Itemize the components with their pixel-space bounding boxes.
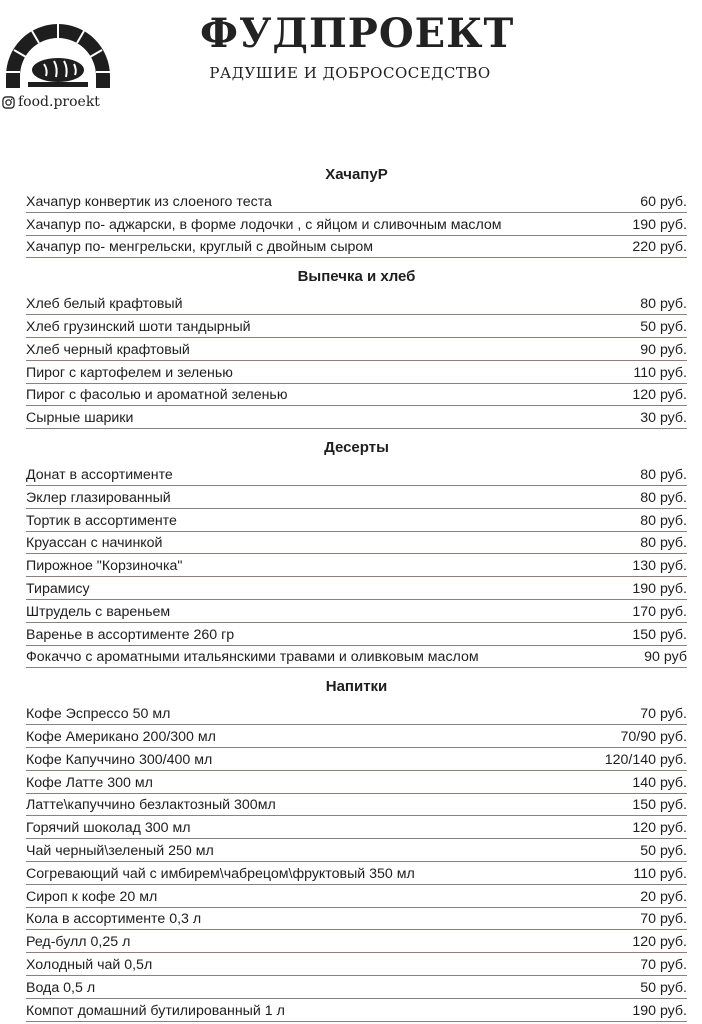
item-name: Тортик в ассортименте [26, 512, 177, 529]
item-price: 120/140 руб. [604, 751, 687, 768]
menu-item [26, 361, 687, 384]
item-price: 150 руб. [632, 626, 687, 643]
menu-item [26, 384, 687, 407]
menu-item [26, 702, 687, 725]
menu-item [26, 748, 687, 771]
item-name: Компот домашний бутилированный 1 л [26, 1002, 285, 1019]
bread-oven-logo [2, 20, 114, 90]
menu-section [26, 433, 687, 668]
menu-item [26, 577, 687, 600]
item-price: 90 руб. [640, 341, 687, 358]
item-name: Круассан с начинкой [26, 535, 163, 552]
item-price: 220 руб. [632, 239, 687, 256]
item-name: Донат в ассортименте [26, 466, 173, 483]
menu-item [26, 213, 687, 236]
item-name: Кофе Американо 200/300 мл [26, 728, 216, 745]
menu-item [26, 600, 687, 623]
item-price: 30 руб. [640, 410, 687, 427]
item-price: 80 руб. [640, 466, 687, 483]
item-price: 170 руб. [632, 603, 687, 620]
item-name: Вода 0,5 л [26, 979, 96, 996]
item-name: Хачапур по- аджарски, в форме лодочки , с яйцом и сливочным маслом [26, 216, 502, 233]
item-price: 110 руб. [633, 865, 687, 882]
item-name: Согревающий чай с имбирем\чабрецом\фруктовый 350 мл [26, 865, 415, 882]
instagram-handle[interactable] [2, 94, 100, 110]
item-price: 120 руб. [632, 387, 687, 404]
item-name: Пирожное "Корзиночка" [26, 558, 183, 575]
menu-item [26, 999, 687, 1022]
item-name: Кола в ассортименте 0,3 л [26, 911, 202, 928]
item-name: Варенье в ассортименте 260 гр [26, 626, 235, 643]
item-price: 80 руб. [640, 489, 687, 506]
menu-item [26, 338, 687, 361]
menu-item [26, 532, 687, 555]
item-price: 50 руб. [640, 318, 687, 335]
item-price: 110 руб. [633, 364, 687, 381]
menu-item [26, 315, 687, 338]
item-price: 70 руб. [640, 911, 687, 928]
item-name: Чай черный\зеленый 250 мл [26, 842, 214, 859]
item-name: Хачапур по- менгрельски, круглый с двойным сыром [26, 239, 374, 256]
item-price: 120 руб. [632, 820, 687, 837]
menu-item [26, 406, 687, 429]
item-name: Пирог с картофелем и зеленью [26, 364, 233, 381]
item-name: Холодный чай 0,5л [26, 956, 153, 973]
menu-item [26, 930, 687, 953]
menu-section [26, 160, 687, 258]
section-title: Выпечка и хлеб [297, 268, 416, 286]
item-name: Латте\капуччино безлактозный 300мл [26, 797, 276, 814]
item-price: 70/90 руб. [620, 728, 687, 745]
instagram-icon [2, 96, 15, 109]
menu-item [26, 646, 687, 669]
item-price: 60 руб. [640, 193, 687, 210]
menu-item [26, 554, 687, 577]
item-name: Фокаччо с ароматными итальянскими травами и оливковым маслом [26, 649, 479, 666]
item-name: Сырные шарики [26, 410, 134, 427]
brand-block [200, 8, 515, 84]
menu-item [26, 976, 687, 999]
menu-item [26, 794, 687, 817]
menu-item [26, 771, 687, 794]
item-name: Хачапур конвертик из слоеного теста [26, 193, 272, 210]
item-price: 90 руб [644, 649, 687, 666]
item-price: 50 руб. [640, 842, 687, 859]
item-price: 190 руб. [632, 216, 687, 233]
instagram-label: food.proekt [18, 94, 100, 110]
item-name: Штрудель с вареньем [26, 603, 171, 620]
item-price: 130 руб. [632, 558, 687, 575]
menu-item [26, 908, 687, 931]
menu-item [26, 236, 687, 259]
menu-section [26, 672, 687, 1021]
menu-item [26, 839, 687, 862]
menu-item [26, 292, 687, 315]
menu-item [26, 463, 687, 486]
item-price: 80 руб. [640, 296, 687, 313]
item-name: Эклер глазированный [26, 489, 171, 506]
section-title: Десерты [324, 439, 389, 457]
menu-item [26, 862, 687, 885]
item-name: Ред-булл 0,25 л [26, 934, 131, 951]
brand-tagline: РАДУШИЕ И ДОБРОСОСЕДСТВО [209, 64, 491, 82]
menu-item [26, 623, 687, 646]
item-price: 190 руб. [632, 1002, 687, 1019]
menu-item [26, 816, 687, 839]
item-name: Пирог с фасолью и ароматной зеленью [26, 387, 288, 404]
menu-list [26, 160, 687, 1022]
header [0, 0, 702, 120]
item-price: 20 руб. [640, 888, 687, 905]
item-price: 70 руб. [640, 706, 687, 723]
item-price: 190 руб. [632, 580, 687, 597]
menu-item [26, 486, 687, 509]
item-name: Хлеб черный крафтовый [26, 341, 190, 358]
menu-item [26, 509, 687, 532]
item-name: Сироп к кофе 20 мл [26, 888, 158, 905]
section-title: ХачапуР [325, 166, 388, 183]
item-price: 140 руб. [632, 774, 687, 791]
menu-item [26, 953, 687, 976]
item-name: Кофе Капуччино 300/400 мл [26, 751, 213, 768]
item-name: Кофе Латте 300 мл [26, 774, 153, 791]
menu-item [26, 190, 687, 213]
menu-section [26, 262, 687, 429]
section-title: Напитки [325, 678, 388, 696]
menu-item [26, 725, 687, 748]
item-price: 150 руб. [632, 797, 687, 814]
item-name: Кофе Эспрессо 50 мл [26, 706, 171, 723]
menu-item [26, 885, 687, 908]
item-price: 120 руб. [632, 934, 687, 951]
item-price: 80 руб. [640, 512, 687, 529]
item-name: Хлеб грузинский шоти тандырный [26, 318, 251, 335]
item-price: 80 руб. [640, 535, 687, 552]
brand-title: ФУДПРОЕКТ [200, 10, 515, 57]
item-name: Хлеб белый крафтовый [26, 296, 183, 313]
item-price: 70 руб. [640, 956, 687, 973]
item-name: Тирамису [26, 580, 90, 597]
item-price: 50 руб. [640, 979, 687, 996]
item-name: Горячий шоколад 300 мл [26, 820, 191, 837]
